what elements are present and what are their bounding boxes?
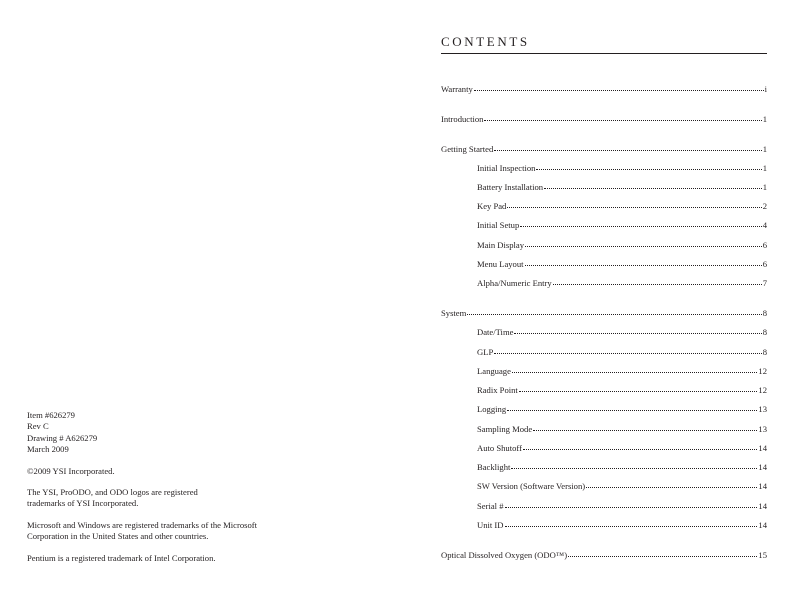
toc-entry-page: i	[764, 84, 767, 94]
microsoft-trademark-notice	[27, 520, 327, 543]
dot-leader	[553, 278, 762, 286]
dot-leader	[525, 259, 762, 267]
toc-entry-getting-started[interactable]	[441, 143, 767, 155]
toc-entry-sampling-mode[interactable]	[477, 423, 767, 435]
dot-leader	[494, 144, 761, 152]
toc-entry-label: Warranty	[441, 84, 473, 94]
dot-leader	[474, 84, 764, 92]
toc-entry-label: Main Display	[477, 240, 525, 250]
toc-entry-page: 13	[758, 424, 767, 434]
trademark-line: Corporation in the United States and other countries.	[27, 531, 209, 542]
dot-leader	[512, 366, 758, 374]
toc-entry-page: 4	[762, 220, 767, 230]
dot-leader	[586, 481, 757, 489]
toc-entry-page: 12	[758, 366, 767, 376]
toc-entry-label: Key Pad	[477, 201, 507, 211]
toc-entry-serial-number[interactable]	[477, 500, 767, 512]
dot-leader	[505, 501, 758, 509]
toc-entry-backlight[interactable]	[477, 461, 767, 473]
toc-entry-key-pad[interactable]	[477, 200, 767, 212]
toc-entry-menu-layout[interactable]	[477, 258, 767, 270]
dot-leader	[467, 308, 761, 316]
publication-date: March 2009	[27, 444, 69, 455]
toc-entry-label: System	[441, 308, 467, 318]
toc-entry-page: 6	[762, 259, 767, 269]
toc-entry-page: 1	[762, 182, 767, 192]
toc-entry-initial-setup[interactable]	[477, 219, 767, 231]
dot-leader	[520, 220, 761, 228]
dot-leader	[523, 443, 757, 451]
contents-heading: CONTENTS	[441, 34, 530, 49]
dot-leader	[568, 550, 757, 558]
item-number: Item #626279	[27, 410, 75, 420]
toc-entry-page: 8	[762, 347, 767, 357]
toc-entry-auto-shutoff[interactable]	[477, 442, 767, 454]
toc-entry-initial-inspection[interactable]	[477, 162, 767, 174]
toc-entry-label: Getting Started	[441, 144, 494, 154]
dot-leader	[507, 201, 761, 209]
toc-entry-introduction[interactable]	[441, 113, 767, 125]
toc-entry-sw-version[interactable]	[477, 480, 767, 492]
toc-entry-label: Initial Setup	[477, 220, 520, 230]
heading-rule	[441, 53, 767, 54]
toc-entry-page: 1	[762, 114, 767, 124]
toc-entry-system[interactable]	[441, 307, 767, 319]
toc-entry-page: 6	[762, 240, 767, 250]
toc-entry-unit-id[interactable]	[477, 519, 767, 531]
toc-entry-warranty[interactable]	[441, 83, 767, 95]
toc-entry-label: GLP	[477, 347, 494, 357]
toc-entry-label: Battery Installation	[477, 182, 544, 192]
dot-leader	[505, 520, 758, 528]
trademark-line: The YSI, ProODO, and ODO logos are registered	[27, 487, 198, 498]
toc-entry-page: 2	[762, 201, 767, 211]
revision: Rev C	[27, 421, 49, 432]
toc-entry-language[interactable]	[477, 365, 767, 377]
toc-entry-label: Unit ID	[477, 520, 504, 530]
toc-entry-label: Sampling Mode	[477, 424, 533, 434]
toc-entry-alpha-numeric-entry[interactable]	[477, 277, 767, 289]
dot-leader	[514, 327, 761, 335]
toc-entry-label: Optical Dissolved Oxygen (ODO™)	[441, 550, 568, 560]
toc-entry-page: 7	[762, 278, 767, 288]
toc-entry-page: 14	[758, 443, 767, 453]
document-info	[27, 410, 327, 456]
toc-entry-label: Introduction	[441, 114, 484, 124]
drawing-number: Drawing # A626279	[27, 432, 98, 443]
dot-leader	[536, 163, 761, 171]
toc-entry-label: Date/Time	[477, 327, 514, 337]
toc-entry-label: Logging	[477, 404, 507, 414]
toc-entry-label: Menu Layout	[477, 259, 524, 269]
dot-leader	[519, 385, 758, 393]
toc-entry-page: 15	[758, 550, 767, 560]
copyright-block	[27, 466, 327, 477]
toc-entry-glp[interactable]	[477, 346, 767, 358]
toc-entry-page: 14	[758, 481, 767, 491]
toc-entry-label: Auto Shutoff	[477, 443, 522, 453]
toc-entry-label: Initial Inspection	[477, 163, 536, 173]
toc-entry-label: Backlight	[477, 462, 511, 472]
toc-entry-logging[interactable]	[477, 403, 767, 415]
intel-trademark-notice	[27, 553, 327, 564]
trademark-line: Microsoft and Windows are registered trademarks of the Microsoft	[27, 519, 258, 530]
dot-leader	[484, 114, 761, 122]
trademark-line: trademarks of YSI Incorporated.	[27, 498, 139, 509]
toc-entry-page: 1	[762, 144, 767, 154]
toc-entry-page: 14	[758, 501, 767, 511]
toc-entry-label: Serial #	[477, 501, 504, 511]
toc-entry-page: 1	[762, 163, 767, 173]
toc-entry-label: Alpha/Numeric Entry	[477, 278, 552, 288]
dot-leader	[494, 347, 761, 355]
dot-leader	[533, 424, 757, 432]
dot-leader	[511, 462, 757, 470]
toc-entry-page: 8	[762, 327, 767, 337]
toc-entry-label: Language	[477, 366, 511, 376]
toc-entry-page: 14	[758, 462, 767, 472]
toc-entry-radix-point[interactable]	[477, 384, 767, 396]
dot-leader	[544, 182, 762, 190]
dot-leader	[525, 240, 762, 248]
toc-entry-label: SW Version (Software Version)	[477, 481, 586, 491]
dot-leader	[507, 404, 757, 412]
toc-entry-date-time[interactable]	[477, 326, 767, 338]
toc-entry-main-display[interactable]	[477, 239, 767, 251]
ysi-trademark-notice	[27, 487, 327, 510]
toc-entry-page: 8	[762, 308, 767, 318]
toc-entry-page: 12	[758, 385, 767, 395]
toc-entry-page: 14	[758, 520, 767, 530]
toc-entry-page: 13	[758, 404, 767, 414]
trademark-line: Pentium is a registered trademark of Intel Corporation.	[27, 552, 216, 563]
toc-entry-battery-installation[interactable]	[477, 181, 767, 193]
toc-entry-label: Radix Point	[477, 385, 518, 395]
imprint-block	[27, 410, 327, 574]
copyright-notice: ©2009 YSI Incorporated.	[27, 465, 115, 476]
toc-entry-optical-dissolved-oxygen[interactable]	[441, 549, 767, 561]
